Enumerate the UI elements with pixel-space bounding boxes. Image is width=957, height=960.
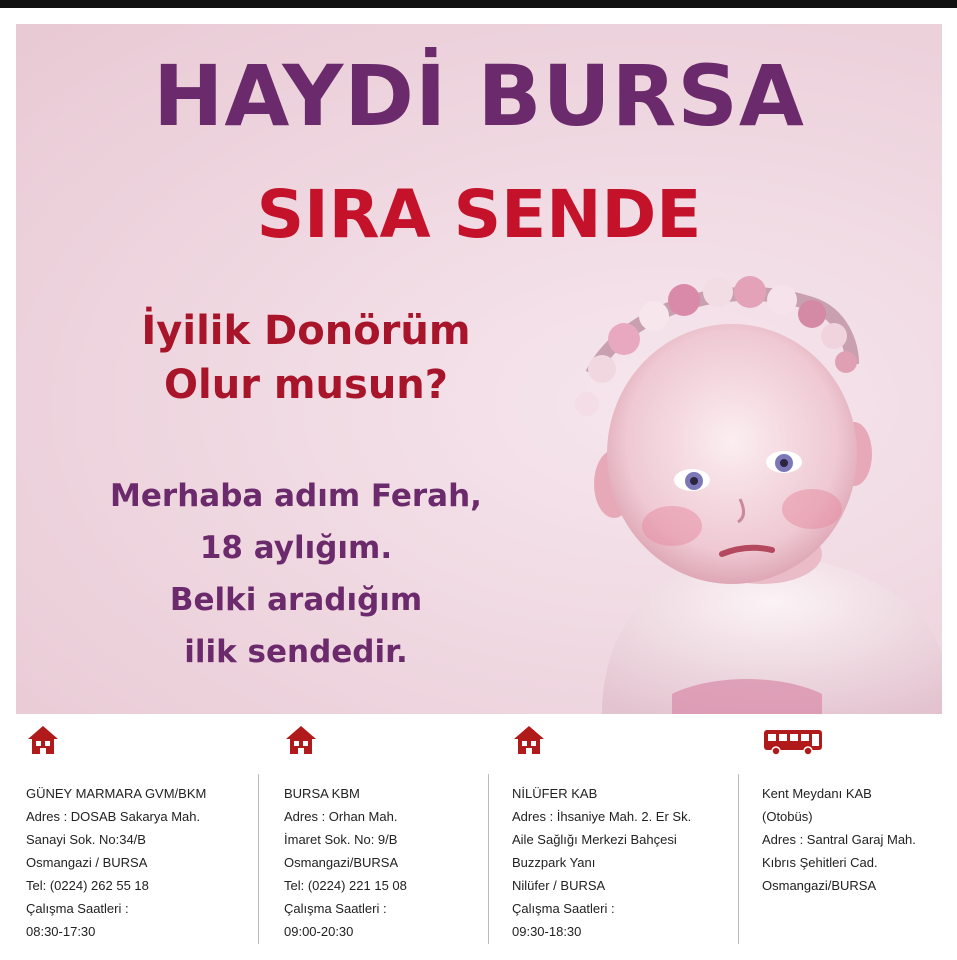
location-line: Osmangazi/BURSA — [284, 855, 399, 870]
location-line: Nilüfer / BURSA — [512, 878, 606, 893]
column-divider — [258, 774, 259, 944]
question-line: Olur musun? — [164, 362, 448, 408]
location-line: NİLÜFER KAB — [512, 786, 598, 801]
location-column — [512, 724, 734, 950]
location-line: İmaret Sok. No: 9/B — [284, 832, 398, 847]
poster — [16, 24, 942, 714]
location-line: Buzzpark Yanı — [512, 855, 596, 870]
column-divider — [488, 774, 489, 944]
message-line: Belki aradığım — [169, 582, 423, 618]
location-line: GÜNEY MARMARA GVM/BKM — [26, 786, 207, 801]
location-line: Çalışma Saatleri : — [26, 901, 129, 916]
location-line: Çalışma Saatleri : — [512, 901, 615, 916]
question-line: İyilik Donörüm — [141, 308, 471, 354]
bus-icon — [762, 724, 824, 756]
location-line: Adres : Santral Garaj Mah. — [762, 832, 916, 847]
location-line: Adres : Orhan Mah. — [284, 809, 398, 824]
message-line: Merhaba adım Ferah, — [110, 478, 482, 514]
location-line: 08:30-17:30 — [26, 924, 96, 939]
location-line: (Otobüs) — [762, 809, 813, 824]
location-line: Çalışma Saatleri : — [284, 901, 387, 916]
location-line: 09:30-18:30 — [512, 924, 582, 939]
location-line: Tel: (0224) 221 15 08 — [284, 878, 407, 893]
location-line: Kent Meydanı KAB — [762, 786, 872, 801]
location-line: 09:00-20:30 — [284, 924, 354, 939]
location-line: Adres : İhsaniye Mah. 2. Er Sk. — [512, 809, 692, 824]
location-line: Tel: (0224) 262 55 18 — [26, 878, 149, 893]
location-column — [284, 724, 484, 950]
top-border — [0, 0, 957, 8]
locations-panel — [0, 714, 957, 960]
headline-title: HAYDİ BURSA — [153, 47, 805, 145]
location-line: Sanayi Sok. No:34/B — [26, 832, 146, 847]
location-column — [26, 724, 256, 950]
headline-subtitle: SIRA SENDE — [256, 176, 702, 253]
column-divider — [738, 774, 739, 944]
location-column — [762, 724, 952, 950]
house-icon — [512, 724, 546, 756]
message-line: ilik sendedir. — [184, 634, 408, 670]
location-line: Adres : DOSAB Sakarya Mah. — [26, 809, 201, 824]
house-icon — [284, 724, 318, 756]
location-line: Kıbrıs Şehitleri Cad. — [762, 855, 878, 870]
location-line: Aile Sağlığı Merkezi Bahçesi — [512, 832, 677, 847]
donor-question — [76, 304, 536, 412]
location-line: Osmangazi/BURSA — [762, 878, 877, 893]
baby-photo — [562, 254, 942, 714]
house-icon — [26, 724, 60, 756]
location-line: Osmangazi / BURSA — [26, 855, 148, 870]
baby-message — [66, 470, 526, 678]
location-line: BURSA KBM — [284, 786, 360, 801]
message-line: 18 aylığım. — [199, 530, 393, 566]
